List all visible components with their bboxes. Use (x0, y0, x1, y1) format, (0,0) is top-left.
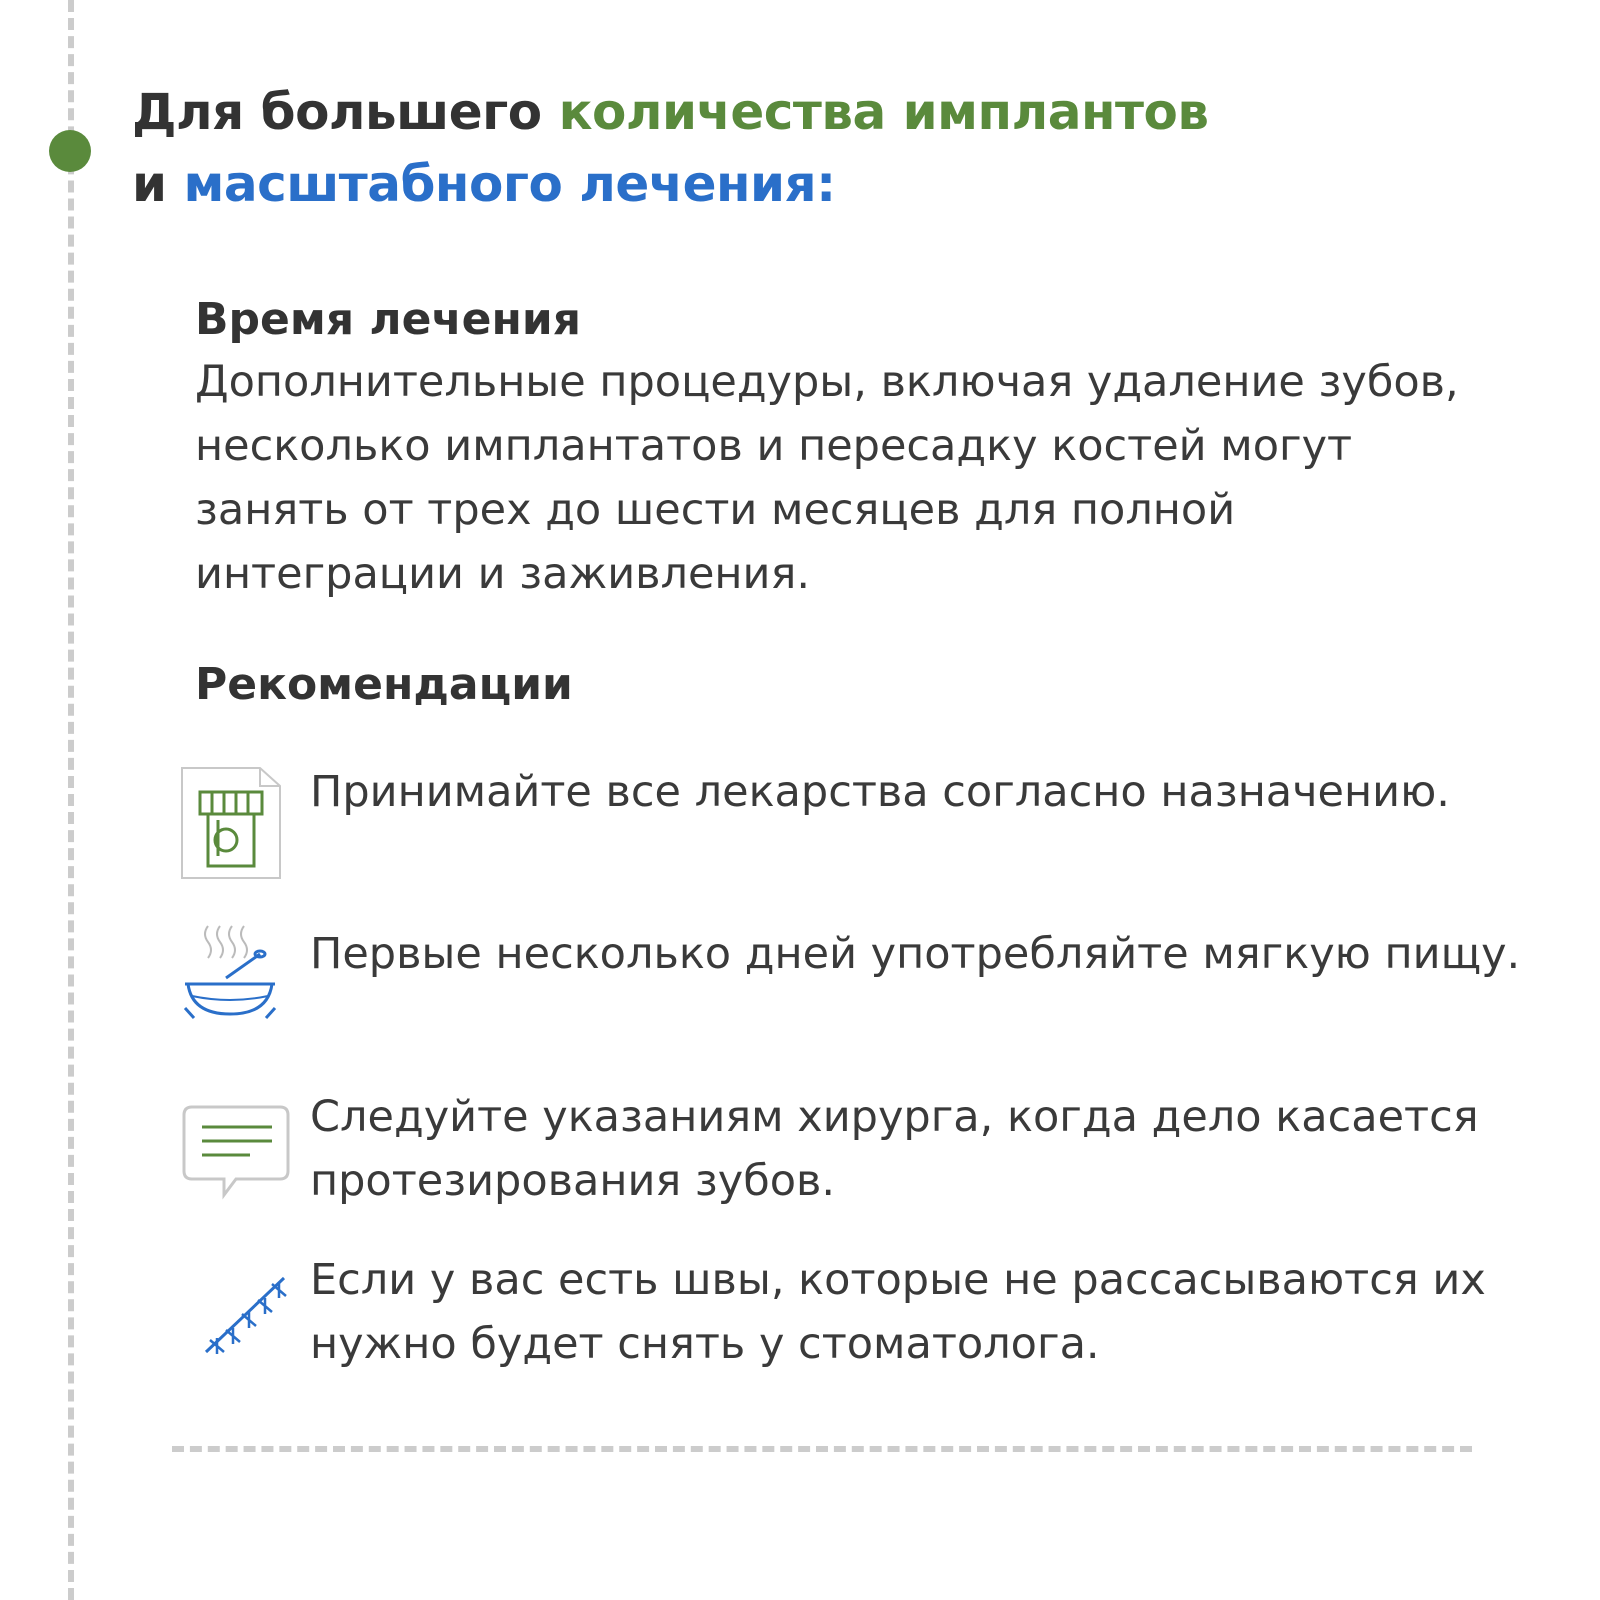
speech-bubble-icon (180, 1085, 290, 1205)
recommendation-text: Принимайте все лекарства согласно назначению. (310, 767, 1450, 817)
timeline-dot (49, 130, 91, 172)
timeline-line (68, 0, 74, 1600)
recommendations-title: Рекомендации (195, 659, 573, 710)
soft-food-bowl-icon (180, 922, 290, 1042)
sutures-icon (180, 1248, 290, 1368)
heading-part-3: и (132, 155, 184, 213)
treatment-time-body: Дополнительные процедуры, включая удаление зубов, несколько имплантатов и пересадку костей могут занять от трех до шести месяцев для полной интеграции и заживления. (195, 357, 1459, 599)
medicine-jar-icon (180, 760, 290, 880)
page-heading (132, 76, 1208, 220)
heading-highlight-blue: масштабного лечения: (183, 155, 836, 213)
recommendation-text: Первые несколько дней употребляйте мягкую пищу. (310, 929, 1521, 979)
recommendation-text: Следуйте указаниям хирурга, когда дело касается протезирования зубов. (310, 1092, 1479, 1206)
treatment-time-section (195, 290, 1515, 606)
recommendation-text: Если у вас есть швы, которые не рассасываются их нужно будет снять у стоматолога. (310, 1255, 1486, 1369)
treatment-time-title: Время лечения (195, 294, 582, 345)
recommendations-section (195, 655, 1515, 715)
heading-part-1: Для большего (132, 83, 559, 141)
heading-highlight-green: количества имплантов (558, 83, 1209, 141)
section-divider (172, 1446, 1472, 1452)
